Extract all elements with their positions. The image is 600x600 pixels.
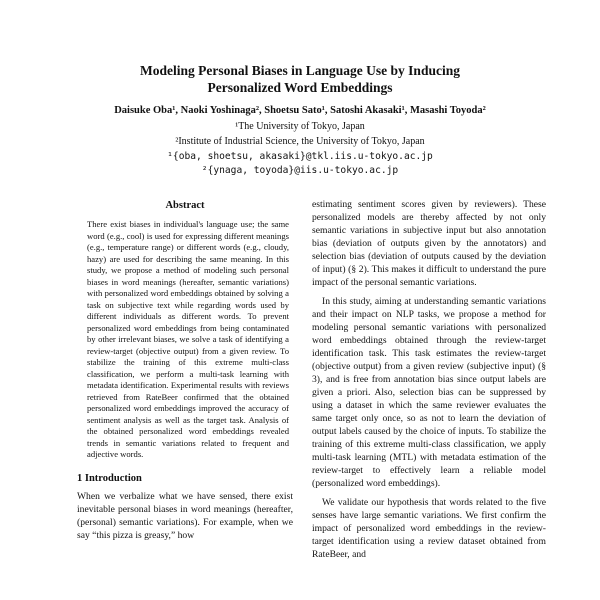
email-2: ²{ynaga, toyoda}@iis.u-tokyo.ac.jp [201,165,399,176]
right-paragraph-3: We validate our hypothesis that words related to the five senses have large semantic variations. We first confirm the impact of personalized word embeddings in the review-target identification using a review dataset obtained from RateBeer, and [312,497,546,560]
email-1: ¹{oba, shoetsu, akasaki}@tkl.iis.u-tokyo.ac.jp [167,151,433,162]
paper-title [60,62,540,96]
right-column [312,198,546,567]
abstract-text: There exist biases in individual's language use; the same word (e.g., cool) is used for expressing different meanings (e.g., temperature range) or different words (e.g., cloudy, hazy) are used for describing the same meaning. In this study, we propose a method of modeling such personal biases in word meanings (hereafter, semantic variations) with personalized word embeddings obtained by solving a task on subjective text while regarding words used by different individuals as different words. To prevent personalized word embeddings from being contaminated by other irrelevant biases, we solve a task of identifying a review-target (objective output) from a given review. To stabilize the training of this extreme multi-class classification, we perform a multi-task learning with metadata identification. Experimental results with reviews retrieved from RateBeer confirmed that the obtained personalized word embeddings improved the accuracy of sentiment analysis as well as the target task. Analysis of the obtained personalized word embeddings revealed trends in semantic variations related to frequent and adjective words. [87,219,289,459]
intro-paragraph: When we verbalize what we have sensed, there exist inevitable personal biases in word meanings (hereafter, (personal) semantic variations). For example, when we say “this pizza is greasy,” how [77,490,293,541]
right-paragraph-1: estimating sentiment scores given by reviewers). These personalized models are thereby affected by not only semantic variations in subjective input but also annotation bias (deviation of outputs given by the annotators) and selection bias (deviation of outputs caused by the deviation of input) (§ 2). This makes it difficult to understand the pure impact of the personal semantic variations. [312,199,546,288]
right-paragraph-2: In this study, aiming at understanding semantic variations and their impact on NLP tasks, we propose a method for modeling personal semantic variations with personalized word embeddings obtained through the review-target identification task. This task estimates the review-target (objective output) from a given review (subjective input) (§ 3), and is free from annotation bias since output labels are given a priori. Also, selection bias can be suppressed by using a dataset in which the same reviewer evaluates the same target only once, so as not to learn the deviation of output labels caused by the choice of inputs. To stabilize the training of this extreme multi-class classification, we apply multi-task learning (MTL) with metadata estimation of the review-target to effectively learn a reliable model (personalized word embeddings). [312,296,546,489]
title-line-2: Personalized Word Embeddings [207,80,393,95]
section-heading-introduction: 1 Introduction [77,472,142,484]
title-line-1: Modeling Personal Biases in Language Use by Inducing [140,63,460,78]
left-column [77,200,293,548]
affiliation-1: ¹The University of Tokyo, Japan [235,121,365,132]
affiliation-2: ²Institute of Industrial Science, the University of Tokyo, Japan [175,136,425,147]
author-list: Daisuke Oba¹, Naoki Yoshinaga², Shoetsu Sato¹, Satoshi Akasaki¹, Masashi Toyoda² [114,105,486,116]
abstract-heading: Abstract [165,200,205,211]
